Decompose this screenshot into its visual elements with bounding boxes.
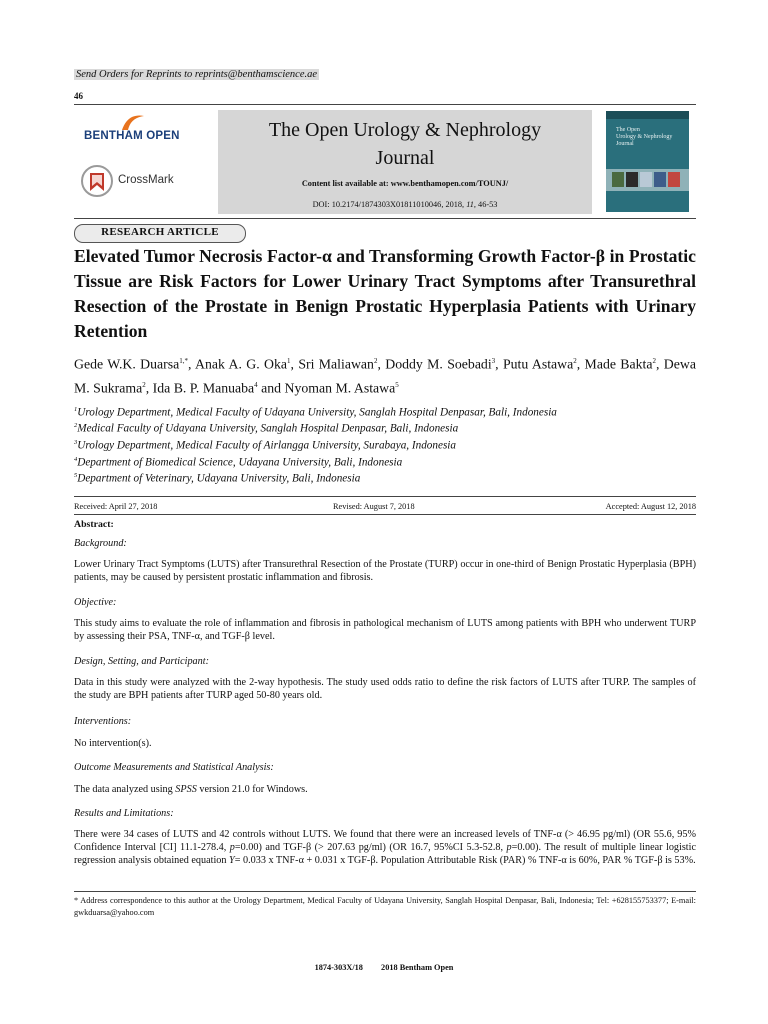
author-list (74, 351, 696, 398)
reprint-notice: Send Orders for Reprints to reprints@benthamscience.ae (76, 69, 318, 80)
author-separator: , (495, 356, 503, 372)
revised-date: Revised: August 7, 2018 (333, 502, 415, 511)
affiliation-number: 4 (74, 456, 78, 463)
author-separator: , (576, 356, 585, 372)
affiliation-number: 2 (74, 422, 78, 429)
crossmark-text: CrossMark (118, 174, 174, 186)
journal-title (218, 116, 592, 172)
article-type-badge (74, 224, 246, 243)
crossmark-icon (80, 164, 114, 198)
article-type-label: RESEARCH ARTICLE (101, 226, 219, 238)
author-name: Doddy M. Soebadi (385, 356, 492, 372)
outcome-software: SPSS (175, 784, 197, 795)
author-affiliation-marker: 2 (373, 357, 378, 365)
cover-thumbnail (640, 172, 652, 187)
journal-cover-image[interactable] (606, 111, 689, 212)
author-name: Putu Astawa (502, 356, 574, 372)
affiliation-text: Urology Department, Medical Faculty of Airlangga University, Surabaya, Indonesia (77, 439, 457, 452)
author-affiliation-marker: 1,* (179, 357, 188, 365)
p-symbol: p (506, 842, 512, 854)
dates-top-rule (74, 496, 696, 497)
author-separator: and (257, 380, 285, 396)
affiliation-text: Department of Biomedical Science, Udayana University, Bali, Indonesia (77, 456, 403, 469)
interventions-text: No intervention(s). (74, 738, 152, 749)
author-affiliation-marker: 5 (395, 380, 399, 389)
cover-title-line2: Urology & Nephrology (616, 134, 673, 140)
author-name: Sri Maliawan (298, 356, 374, 372)
page-footer (0, 963, 768, 972)
dates-bottom-rule (74, 514, 696, 515)
author-affiliation-marker: 4 (254, 380, 258, 389)
affiliation-text: Urology Department, Medical Faculty of Udayana University, Sanglah Hospital Denpasar, Bali, Indonesia (77, 406, 557, 419)
affiliation-number: 3 (74, 439, 78, 446)
header-bottom-rule (74, 218, 696, 219)
cover-title-line1: The Open (616, 127, 640, 133)
author-name: Made Bakta (584, 356, 653, 372)
affiliation-5 (74, 468, 696, 487)
results-part: =0.00) and TGF-β (> 207.63 pg/ml) (OR 16.7, 95%CI 5.3-52.8, (234, 842, 507, 854)
p-symbol: p (229, 842, 235, 854)
affiliation-text: Department of Veterinary, Udayana University, Bali, Indonesia (77, 472, 361, 485)
interventions-heading: Interventions: (74, 716, 132, 727)
author-separator: , (290, 356, 299, 372)
outcome-heading: Outcome Measurements and Statistical Analysis: (74, 762, 274, 773)
bentham-open-text: BENTHAM OPEN (84, 130, 180, 142)
author-affiliation-marker: 1 (287, 357, 291, 365)
author-separator: , (656, 356, 664, 372)
author-name: Ida B. P. Manuaba (152, 380, 255, 396)
author-separator: , (145, 380, 153, 396)
objective-text: This study aims to evaluate the role of inflammation and fibrosis in pathological mechanism of LUTS among patients with BPH who underwent TURP by assessing their PSA, TNF-α, and TGF-β level. (74, 618, 696, 643)
author-affiliation-marker: 3 (491, 357, 496, 365)
cover-top-bar (606, 111, 689, 119)
outcome-text-pre: The data analyzed using (74, 784, 176, 795)
results-heading: Results and Limitations: (74, 808, 174, 819)
affiliation-text: Medical Faculty of Udayana University, Sanglah Hospital Denpasar, Bali, Indonesia (77, 422, 459, 435)
bentham-swoosh-icon (120, 112, 146, 132)
cover-title-line3: Journal (616, 141, 634, 147)
crossmark-logo[interactable] (80, 164, 184, 198)
author-name: Dewa M. Sukrama (74, 356, 696, 396)
accepted-date: Accepted: August 12, 2018 (605, 502, 696, 511)
background-heading: Background: (74, 538, 127, 549)
doi-line[interactable] (218, 200, 592, 209)
affiliation-2 (74, 418, 696, 437)
article-title: Elevated Tumor Necrosis Factor-α and Transforming Growth Factor-β in Prostatic Tissue are Risk Factors for Lower Urinary Tract Symptoms after Transurethral Resection of the Prostate in Benign Prostatic Hyperplasia Patients with Urinary Retention (74, 246, 696, 341)
results-text (74, 828, 696, 868)
author-affiliation-marker: 2 (573, 357, 577, 365)
cover-title (616, 127, 672, 148)
author-separator: , (377, 356, 386, 372)
background-text: Lower Urinary Tract Symptoms (LUTS) after Transurethral Resection of the Prostate (TURP) occur in one-third of Benign Prostatic Hyperplasia (BPH) patients, may be caused by persistent prostatic inflammation and fibrosis. (74, 559, 696, 584)
objective-heading: Objective: (74, 597, 117, 608)
header-rule (74, 104, 696, 105)
author-affiliation-marker: 2 (142, 380, 146, 389)
content-list-link[interactable]: Content list available at: www.benthamopen.com/TOUNJ/ (301, 179, 509, 188)
cover-thumbnail (626, 172, 638, 187)
received-date: Received: April 27, 2018 (74, 502, 158, 511)
design-text: Data in this study were analyzed with the 2-way hypothesis. The study used odds ratio to define the risk factors of LUTS after TURP. The samples of the study are BPH patients after TURP aged 50-80 years old. (74, 677, 696, 702)
bentham-open-logo[interactable] (80, 112, 184, 150)
page-number: 46 (74, 91, 83, 101)
author-name: Nyoman M. Astawa (284, 380, 396, 396)
issn: 1874-303X/18 (314, 963, 363, 972)
results-part: = 0.033 x TNF-α + 0.031 x TGF-β. Population Attributable Risk (PAR) % TNF-α is 60%, PAR % TGF-β is 53%. (234, 855, 696, 867)
affiliation-number: 5 (74, 472, 78, 479)
footnote-rule (74, 891, 696, 892)
author-separator: , (188, 356, 196, 372)
pages: , 46-53 (473, 200, 498, 209)
publisher-copyright: 2018 Bentham Open (381, 963, 454, 972)
journal-header (218, 110, 592, 214)
author-affiliation-marker: 2 (652, 357, 656, 365)
design-heading: Design, Setting, and Participant: (74, 656, 209, 667)
journal-title-line2: Journal (375, 147, 435, 169)
results-part: =0.00). The result of multiple linear logistic regression analysis obtained equation (74, 842, 696, 867)
volume: 11 (466, 200, 474, 209)
cover-thumbnail (668, 172, 680, 187)
correspondence-footnote: * Address correspondence to this author at the Urology Department, Medical Faculty of Udayana University, Sanglah Hospital Denpasar, Bali, Indonesia; Tel: +628155753377; E-mail: gwkduarsa@yahoo.com (74, 896, 696, 917)
affiliation-number: 1 (74, 406, 78, 413)
doi-text: DOI: 10.2174/1874303X01811010046, 2018, (312, 200, 465, 209)
author-name: Gede W.K. Duarsa (74, 356, 180, 372)
author-name: Anak A. G. Oka (195, 356, 288, 372)
journal-title-line1: The Open Urology & Nephrology (268, 119, 542, 141)
outcome-text (74, 783, 696, 796)
abstract-label: Abstract: (74, 519, 114, 530)
affiliation-3 (74, 435, 696, 454)
cover-thumbnail (612, 172, 624, 187)
y-symbol: Y (229, 855, 235, 867)
outcome-text-post: version 21.0 for Windows. (196, 784, 308, 795)
results-part: There were 34 cases of LUTS and 42 controls without LUTS. We found that there were an increased levels of TNF-α (> 46.95 pg/ml) (OR 55.6, 95% Confidence Interval [CI] 11.1-278.4, (74, 829, 696, 854)
cover-thumbnail (654, 172, 666, 187)
